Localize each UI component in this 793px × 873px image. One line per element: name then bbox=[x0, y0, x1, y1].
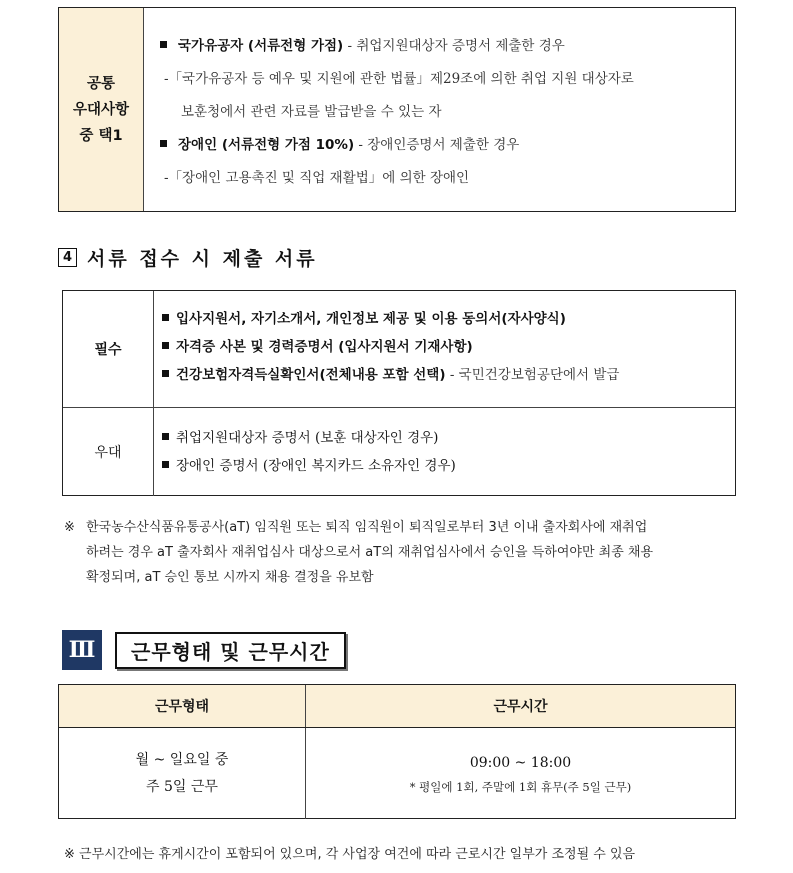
bullet-square-icon bbox=[162, 342, 169, 349]
section-3-heading bbox=[62, 630, 346, 670]
work-hours-note: * 평일에 1회, 주말에 1회 휴무(주 5일 근무) bbox=[409, 779, 632, 794]
list-item bbox=[162, 333, 735, 361]
preference-header-line: 공통 bbox=[86, 75, 115, 92]
preference-header-line: 우대사항 bbox=[72, 101, 130, 118]
section-roman-badge: Ⅲ bbox=[62, 630, 102, 670]
list-item bbox=[162, 305, 735, 333]
note-mark: ※ bbox=[64, 520, 75, 535]
list-item bbox=[162, 452, 735, 480]
work-table-header bbox=[59, 685, 735, 728]
section-4-heading bbox=[58, 244, 318, 271]
section-number-box: 4 bbox=[58, 248, 77, 267]
bullet-square-icon bbox=[160, 41, 167, 48]
work-hours-cell bbox=[306, 728, 735, 819]
note-line: 확정되며, aT 승인 통보 시까지 채용 결정을 유보함 bbox=[86, 570, 374, 585]
bullet-square-icon bbox=[162, 461, 169, 468]
preferred-label: 우대 bbox=[63, 408, 154, 496]
preference-item bbox=[160, 129, 735, 162]
document-name: 취업지원대상자 증명서 (보훈 대상자인 경우) bbox=[176, 430, 439, 446]
reemployment-note bbox=[64, 515, 754, 590]
document-name: 장애인 증명서 (장애인 복지카드 소유자인 경우) bbox=[176, 458, 456, 474]
work-table bbox=[58, 684, 736, 819]
preference-item-desc: - 취업지원대상자 증명서 제출한 경우 bbox=[343, 38, 565, 54]
preference-table bbox=[58, 7, 736, 212]
work-form-line: 월 ~ 일요일 중 bbox=[135, 751, 229, 768]
preference-sub: -「국가유공자 등 예우 및 지원에 관한 법률」제29조에 의한 취업 지원 대상자로 bbox=[164, 71, 634, 87]
column-header-form: 근무형태 bbox=[59, 685, 306, 727]
preference-header-line: 중 택1 bbox=[79, 127, 123, 144]
preference-body bbox=[144, 8, 735, 211]
work-hours-note-footer: ※ 근무시간에는 휴게시간이 포함되어 있으며, 각 사업장 여건에 따라 근로시간 일부가 조정될 수 있음 bbox=[64, 847, 636, 862]
list-item bbox=[162, 424, 735, 452]
preference-sub: 보훈청에서 관련 자료를 발급받을 수 있는 자 bbox=[181, 104, 442, 120]
document-name: 자격증 사본 및 경력증명서 (입사지원서 기재사항) bbox=[176, 339, 473, 355]
document-name: 건강보험자격득실확인서(전체내용 포함 선택) bbox=[176, 367, 446, 383]
documents-table bbox=[62, 290, 736, 496]
list-item bbox=[162, 361, 735, 389]
note-line: 한국농수산식품유통공사(aT) 임직원 또는 퇴직 임직원이 퇴직일로부터 3년 이내 출자회사에 재취업 bbox=[86, 520, 648, 535]
document-note: - 국민건강보험공단에서 발급 bbox=[445, 367, 620, 383]
work-form-cell bbox=[59, 728, 306, 819]
preferred-row bbox=[63, 408, 735, 496]
section-title: 근무형태 및 근무시간 bbox=[115, 632, 346, 669]
preference-item-title: 장애인 (서류전형 가점 10%) bbox=[178, 137, 355, 153]
bullet-square-icon bbox=[162, 314, 169, 321]
required-list bbox=[154, 291, 735, 407]
document-name: 입사지원서, 자기소개서, 개인정보 제공 및 이용 동의서(자사양식) bbox=[176, 311, 566, 327]
bullet-square-icon bbox=[162, 433, 169, 440]
note-line: 하려는 경우 aT 출자회사 재취업심사 대상으로서 aT의 재취업심사에서 승인을 득하여야만 최종 채용 bbox=[86, 545, 654, 560]
work-hours: 09:00 ~ 18:00 bbox=[469, 754, 572, 771]
preferred-list bbox=[154, 408, 735, 496]
preference-item bbox=[160, 30, 735, 63]
column-header-hours: 근무시간 bbox=[493, 699, 548, 715]
section-title: 서류 접수 시 제출 서류 bbox=[87, 248, 318, 270]
required-label: 필수 bbox=[63, 291, 154, 407]
preference-sub: -「장애인 고용촉진 및 직업 재활법」에 의한 장애인 bbox=[164, 170, 470, 186]
work-table-row bbox=[59, 728, 735, 819]
preference-item-desc: - 장애인증명서 제출한 경우 bbox=[354, 137, 520, 153]
preference-header bbox=[59, 8, 144, 211]
bullet-square-icon bbox=[160, 140, 167, 147]
preference-item-title: 국가유공자 (서류전형 가점) bbox=[178, 38, 344, 54]
required-row bbox=[63, 291, 735, 408]
work-form-line: 주 5일 근무 bbox=[146, 778, 218, 795]
bullet-square-icon bbox=[162, 370, 169, 377]
